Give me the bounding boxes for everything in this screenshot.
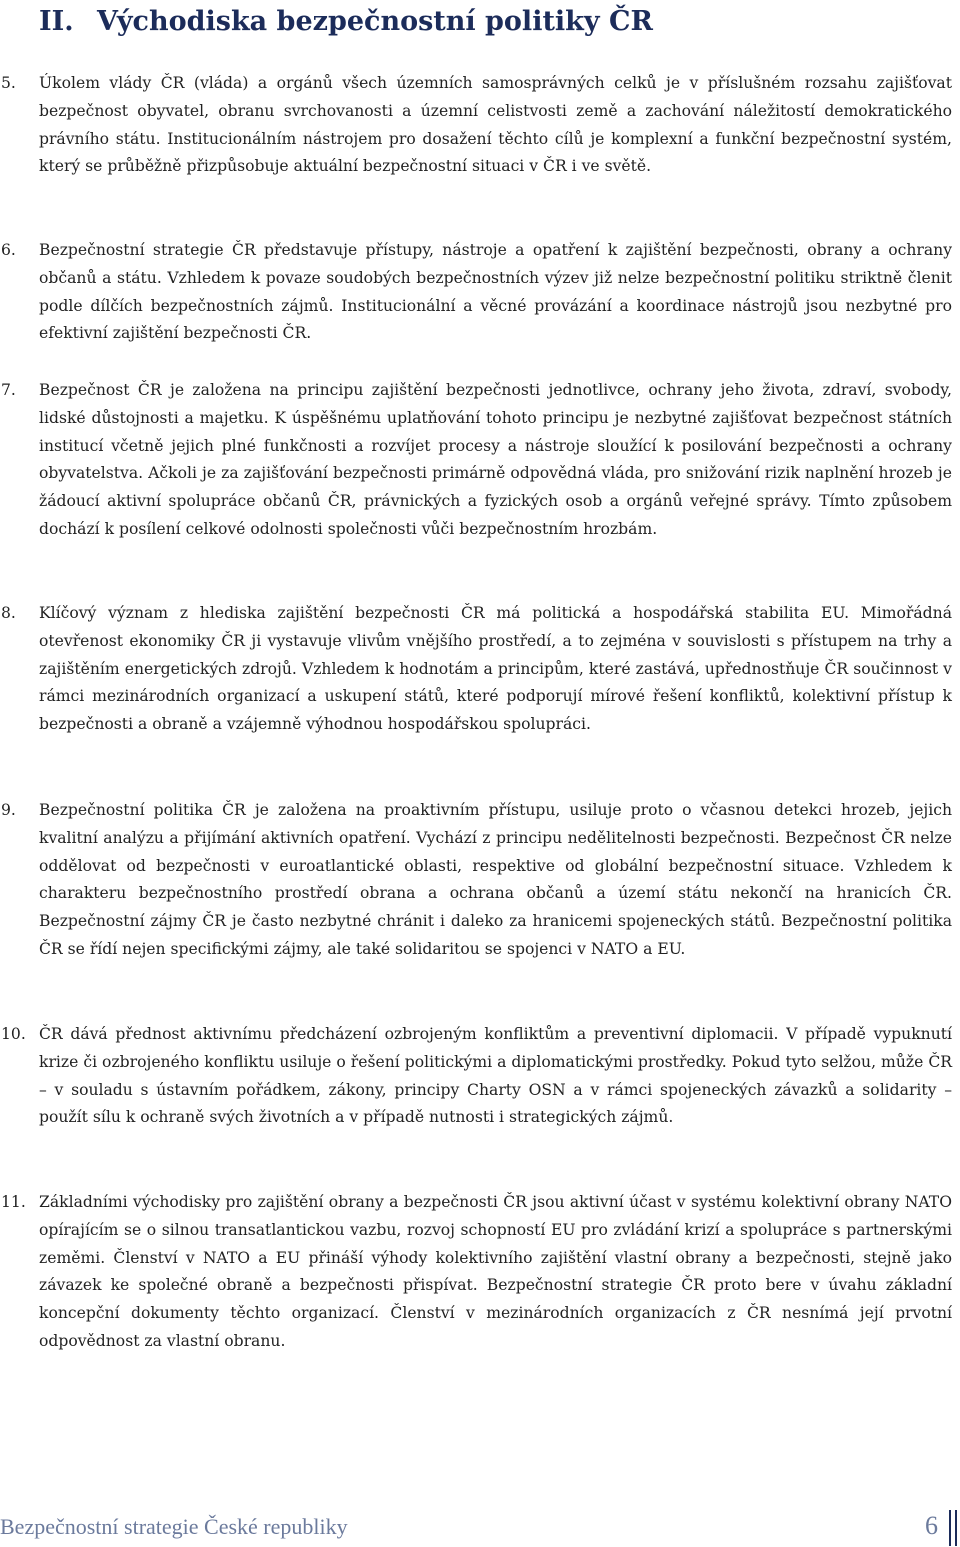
page-footer	[0, 1510, 960, 1544]
paragraph-5	[1, 70, 952, 181]
paragraph-11	[1, 1189, 952, 1356]
paragraph-8	[1, 600, 952, 739]
paragraph-7	[1, 377, 952, 544]
paragraph-number: 9.	[1, 801, 16, 819]
paragraph-6	[1, 237, 952, 348]
paragraph-text: Bezpečnostní politika ČR je založena na proaktivním přístupu, usiluje proto o včasnou detekci hrozeb, jejich kvalitní analýzu a přijímání aktivních opatření. Vychází z principu nedělitelnosti bezpečnosti. Bezpečnost ČR nelze oddělovat od bezpečnosti v euroatlantické oblasti, respektive od globální bezpečnostní situace. Vzhledem k charakteru bezpečnostního prostředí obrana a ochrana občanů a území státu nekončí na hranicích ČR. Bezpečnostní zájmy ČR je často nezbytné chránit i daleko za hranicemi spojeneckých států. Bezpečnostní politika ČR se řídí nejen specifickými zájmy, ale také solidaritou se spojenci v NATO a EU.	[39, 801, 952, 958]
footer-document-title: Bezpečnostní strategie České republiky	[0, 1514, 348, 1539]
paragraph-10	[1, 1021, 952, 1132]
paragraph-number: 8.	[1, 604, 16, 622]
section-heading	[39, 4, 653, 40]
paragraph-text: ČR dává přednost aktivnímu předcházení ozbrojeným konfliktům a preventivní diplomacii. V případě vypuknutí krize či ozbrojeného konfliktu usiluje o řešení politickými a diplomatickými prostředky. Pokud tyto selžou, může ČR – v souladu s ústavním pořádkem, zákony, principy Charty OSN a v rámci spojeneckých závazků a solidarity – použít sílu k ochraně svých životních a v případě nutnosti i strategických zájmů.	[39, 1025, 952, 1127]
footer-rule	[949, 1510, 951, 1546]
section-title: Východiska bezpečnostní politiky ČR	[97, 6, 653, 37]
paragraph-9	[1, 797, 952, 964]
paragraph-text: Úkolem vlády ČR (vláda) a orgánů všech územních samosprávných celků je v příslušném rozsahu zajišťovat bezpečnost obyvatel, obranu svrchovanosti a územní celistvosti země a zachování náležitostí demokratického právního státu. Institucionálním nástrojem pro dosažení těchto cílů je komplexní a funkční bezpečnostní systém, který se průběžně přizpůsobuje aktuální bezpečnostní situaci v ČR i ve světě.	[39, 74, 952, 176]
paragraph-text: Bezpečnostní strategie ČR představuje přístupy, nástroje a opatření k zajištění bezpečnosti, obrany a ochrany občanů a státu. Vzhledem k povaze soudobých bezpečnostních výzev již nelze bezpečnostní politiku striktně členit podle dílčích bezpečnostních zájmů. Institucionální a věcné provázání a koordinace nástrojů jsou nezbytné pro efektivní zajištění bezpečnosti ČR.	[39, 241, 952, 343]
paragraph-text: Klíčový význam z hlediska zajištění bezpečnosti ČR má politická a hospodářská stabilita EU. Mimořádná otevřenost ekonomiky ČR ji vystavuje vlivům vnějšího prostředí, a to zejména v souvislosti s přístupem na trhy a zajištěním energetických zdrojů. Vzhledem k hodnotám a principům, které zastává, upřednostňuje ČR součinnost v rámci mezinárodních organizací a uskupení států, které podporují mírové řešení konfliktů, kolektivní přístup k bezpečnosti a obraně a vzájemně výhodnou hospodářskou spolupráci.	[39, 604, 952, 734]
page-number: 6	[925, 1511, 938, 1540]
paragraph-number: 7.	[1, 381, 16, 399]
footer-rule	[955, 1510, 957, 1546]
paragraph-number: 11.	[1, 1193, 26, 1211]
paragraph-text: Bezpečnost ČR je založena na principu zajištění bezpečnosti jednotlivce, ochrany jeho života, zdraví, svobody, lidské důstojnosti a majetku. K úspěšnému uplatňování tohoto principu je nezbytné zajišťovat bezpečnost státních institucí včetně jejich plné funkčnosti a rozvíjet procesy a nástroje sloužící k posilování bezpečnosti a ochrany obyvatelstva. Ačkoli je za zajišťování bezpečnosti primárně odpovědná vláda, pro snižování rizik naplnění hrozeb je žádoucí aktivní spolupráce občanů ČR, právnických a fyzických osob a orgánů veřejné správy. Tímto způsobem dochází k posílení celkové odolnosti společnosti vůči bezpečnostním hrozbám.	[39, 381, 952, 538]
paragraph-text: Základními východisky pro zajištění obrany a bezpečnosti ČR jsou aktivní účast v systému kolektivní obrany NATO opírajícím se o silnou transatlantickou vazbu, rozvoj schopností EU pro zvládání krizí a spolupráce s partnerskými zeměmi. Členství v NATO a EU přináší výhody kolektivního zajištění vlastní obrany a bezpečnosti, stejně jako závazek ke společné obraně a bezpečnosti přispívat. Bezpečnostní strategie ČR proto bere v úvahu základní koncepční dokumenty těchto organizací. Členství v mezinárodních organizacích z ČR nesnímá její prvotní odpovědnost za vlastní obranu.	[39, 1193, 952, 1350]
paragraph-number: 5.	[1, 74, 16, 92]
paragraph-number: 6.	[1, 241, 16, 259]
section-number: II.	[39, 6, 74, 37]
paragraph-number: 10.	[1, 1025, 26, 1043]
